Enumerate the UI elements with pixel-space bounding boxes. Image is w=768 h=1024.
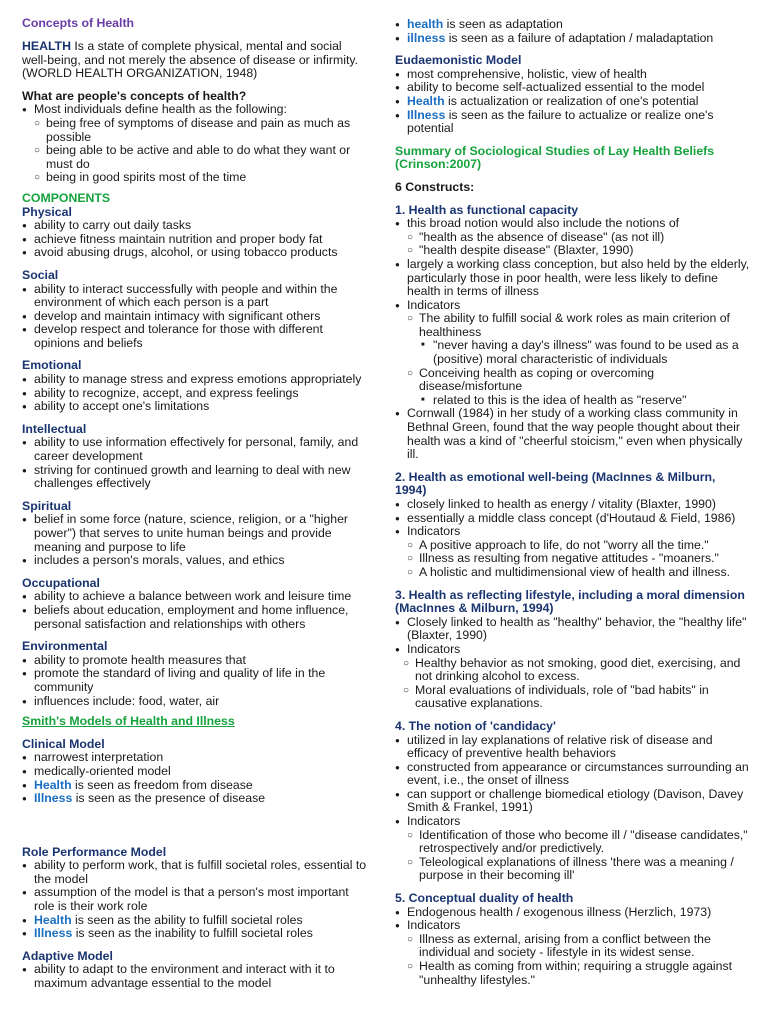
list-item: ● Indicators: [395, 525, 750, 539]
component-list: [22, 590, 370, 631]
list-item: [22, 792, 370, 806]
construct-title: 5. Conceptual duality of health: [395, 891, 574, 906]
list-item: ● avoid abusing drugs, alcohol, or using tobacco products: [22, 246, 370, 260]
list-item: ● largely a working class conception, but also held by the elderly, particularly those in poor health, were less likely to define health in terms of illness: [395, 258, 750, 299]
model-list: [22, 751, 370, 805]
list-item: [395, 95, 750, 109]
summary-heading: Summary of Sociological Studies of Lay Health Beliefs (Crinson:2007): [395, 143, 715, 172]
list-item: ○ The ability to fulfill social & work roles as main criterion of healthiness: [395, 312, 750, 339]
model-list: [22, 859, 370, 941]
health-text: is seen as freedom from disease: [71, 777, 253, 792]
constructs-label: 6 Constructs:: [395, 179, 475, 194]
list-item: ○ Illness as resulting from negative attitudes - "moaners.": [395, 552, 750, 566]
list-item: ○ Health as coming from within; requiring a struggle against "unhealthy lifestyles.": [395, 960, 750, 987]
illness-term: illness: [407, 30, 446, 45]
illness-text: is seen as the presence of disease: [72, 791, 266, 806]
list-item: ● this broad notion would also include the notions of: [395, 217, 750, 231]
health-term: Health: [34, 912, 72, 927]
list-item: ● ability to achieve a balance between work and leisure time: [22, 590, 370, 604]
list-item: ● Cornwall (1984) in her study of a working class community in Bethnal Green, found that the way people thought about their health was a kind of "cheerful stoicism," even when physically ill.: [395, 407, 750, 461]
list-item: ● assumption of the model is that a person's most important role is their work role: [22, 886, 370, 913]
construct-list: [395, 217, 750, 462]
health-text: is actualization or realization of one's potential: [444, 93, 699, 108]
list-item: ○ being in good spirits most of the time: [22, 171, 370, 185]
construct-list: [395, 734, 750, 884]
list-item: ● influences include: food, water, air: [22, 695, 370, 709]
list-item: ● Indicators: [395, 815, 750, 829]
list-item: ● Indicators: [395, 299, 750, 313]
list-item: ○ Moral evaluations of individuals, role of "bad habits" in causative explanations.: [395, 684, 750, 711]
left-column: [22, 14, 370, 991]
list-item: ● can support or challenge biomedical etiology (Davison, Davey Smith & Frankel, 1991): [395, 788, 750, 815]
list-item: ● ability to adapt to the environment and interact with it to maximum advantage essential to the model: [22, 963, 370, 990]
construct-title: 1. Health as functional capacity: [395, 202, 579, 217]
list-item: ● essentially a middle class concept (d'Houtaud & Field, 1986): [395, 512, 750, 526]
list-item: ● ability to become self-actualized essential to the model: [395, 81, 750, 95]
illness-term: Illness: [34, 926, 73, 941]
list-item: ● develop and maintain intimacy with significant others: [22, 310, 370, 324]
adaptive-model-continued: [395, 18, 750, 45]
list-item: ● Indicators: [395, 919, 750, 933]
list-item: ● belief in some force (nature, science, religion, or a "higher power") that serves to unite human beings and provide meaning and purpose to life: [22, 513, 370, 554]
list-item: ○ being able to be active and able to do what they want or must do: [22, 144, 370, 171]
list-item: ● most comprehensive, holistic, view of health: [395, 68, 750, 82]
list-item: ● ability to carry out daily tasks: [22, 219, 370, 233]
health-term: Health: [34, 777, 72, 792]
model-name: Eudaemonistic Model: [395, 53, 522, 68]
component-name: Social: [22, 267, 59, 282]
list-item: ● develop respect and tolerance for those with different opinions and beliefs: [22, 323, 370, 350]
list-item: ● striving for continued growth and learning to deal with new challenges effectively: [22, 464, 370, 491]
component-name: Intellectual: [22, 421, 87, 436]
health-text: is seen as the ability to fulfill societal roles: [71, 912, 303, 927]
construct-list: [395, 498, 750, 580]
health-text: is seen as adaptation: [443, 17, 563, 31]
component-name: Physical: [22, 204, 72, 219]
model-name: Role Performance Model: [22, 844, 167, 859]
list-item: ● ability to perform work, that is fulfill societal roles, essential to the model: [22, 859, 370, 886]
smith-models-heading: Smith's Models of Health and Illness: [22, 714, 235, 729]
illness-text: is seen as the inability to fulfill societal roles: [72, 926, 313, 941]
health-term: Health: [407, 93, 445, 108]
list-item: ● ability to use information effectively for personal, family, and career development: [22, 436, 370, 463]
component-name: Spiritual: [22, 498, 72, 513]
model-list: [22, 963, 370, 990]
list-item: ○ "health as the absence of disease" (as not ill): [395, 231, 750, 245]
list-item: ○ Illness as external, arising from a conflict between the individual and society - lifestyle in its widest sense.: [395, 933, 750, 960]
list-item: ○ "health despite disease" (Blaxter, 1990): [395, 244, 750, 258]
list-item: ● Indicators: [395, 643, 750, 657]
list-item: ● achieve fitness maintain nutrition and proper body fat: [22, 233, 370, 247]
list-item: [395, 32, 750, 46]
illness-text: is seen as a failure of adaptation / maladaptation: [445, 30, 714, 45]
list-item: ● promote the standard of living and quality of life in the community: [22, 667, 370, 694]
list-item: [22, 779, 370, 793]
list-item: ● closely linked to health as energy / vitality (Blaxter, 1990): [395, 498, 750, 512]
list-item: [395, 18, 750, 32]
list-item: ● ability to interact successfully with people and within the environment of which each person is a part: [22, 283, 370, 310]
illness-text: is seen as the failure to actualize or realize one's potential: [407, 107, 714, 136]
list-item: ● constructed from appearance or circumstances surrounding an event, i.e., the onset of illness: [395, 761, 750, 788]
illness-term: Illness: [407, 107, 446, 122]
model-name: Adaptive Model: [22, 948, 113, 963]
component-list: [22, 219, 370, 260]
list-item: ● medically-oriented model: [22, 765, 370, 779]
list-item: ■ related to this is the idea of health as "reserve": [395, 394, 750, 408]
list-item: ○ Conceiving health as coping or overcoming disease/misfortune: [395, 367, 750, 394]
page-title: Concepts of Health: [22, 16, 135, 30]
list-item: ○ A positive approach to life, do not "worry all the time.": [395, 539, 750, 553]
component-list: [22, 513, 370, 567]
component-name: Occupational: [22, 575, 100, 590]
list-item: [395, 109, 750, 136]
list-item: ○ Teleological explanations of illness 'there was a meaning / purpose in their becoming ill': [395, 856, 750, 883]
list-item: [22, 927, 370, 941]
construct-list: [395, 616, 750, 711]
model-list: [395, 68, 750, 136]
list-item: ○ Identification of those who become ill / "disease candidates," retrospectively and/or predictively.: [395, 829, 750, 856]
list-item: ● ability to promote health measures that: [22, 654, 370, 668]
list-item: ● Closely linked to health as "healthy" behavior, the "healthy life" (Blaxter, 1990): [395, 616, 750, 643]
component-name: Environmental: [22, 639, 108, 654]
list-item: ● Endogenous health / exogenous illness (Herzlich, 1973): [395, 906, 750, 920]
list-item: ● narrowest interpretation: [22, 751, 370, 765]
component-list: [22, 373, 370, 414]
list-item: ● ability to recognize, accept, and express feelings: [22, 387, 370, 401]
construct-title: 3. Health as reflecting lifestyle, including a moral dimension (MacInnes & Milburn, 1994): [395, 587, 745, 616]
definition-text: Is a state of complete physical, mental and social well-being, and not merely the absence of disease or infirmity. (WORLD HEALTH ORGANIZATION, 1948): [22, 39, 359, 81]
list-item: ○ Healthy behavior as not smoking, good diet, exercising, and not drinking alcohol to excess.: [395, 657, 750, 684]
list-item: ● ability to manage stress and express emotions appropriately: [22, 373, 370, 387]
component-list: [22, 283, 370, 351]
health-term: health: [407, 17, 444, 31]
illness-term: Illness: [34, 791, 73, 806]
list-item: ● ability to accept one's limitations: [22, 400, 370, 414]
list-item: ○ being free of symptoms of disease and pain as much as possible: [22, 117, 370, 144]
component-list: [22, 654, 370, 708]
model-name: Clinical Model: [22, 736, 105, 751]
question-heading: What are people's concepts of health?: [22, 88, 247, 103]
component-list: [22, 436, 370, 490]
right-column: [395, 18, 750, 987]
list-item: ● includes a person's morals, values, and ethics: [22, 554, 370, 568]
component-name: Emotional: [22, 358, 82, 373]
question-list: [22, 103, 370, 185]
list-item: ■ "never having a day's illness" was found to be used as a (positive) moral characteristic of individuals: [395, 339, 750, 366]
list-item: [22, 914, 370, 928]
construct-title: 4. The notion of 'candidacy': [395, 718, 556, 733]
list-item: ● Most individuals define health as the following:: [22, 103, 370, 117]
construct-title: 2. Health as emotional well-being (MacInnes & Milburn, 1994): [395, 469, 716, 498]
construct-list: [395, 906, 750, 988]
list-item: ○ A holistic and multidimensional view of health and illness.: [395, 566, 750, 580]
list-item: ● utilized in lay explanations of relative risk of disease and efficacy of preventive health behaviors: [395, 734, 750, 761]
definition-term: HEALTH: [22, 39, 71, 53]
health-definition: [22, 40, 370, 81]
list-item: ● beliefs about education, employment and home influence, personal satisfaction and relationships with others: [22, 604, 370, 631]
components-heading: COMPONENTS: [22, 190, 111, 205]
